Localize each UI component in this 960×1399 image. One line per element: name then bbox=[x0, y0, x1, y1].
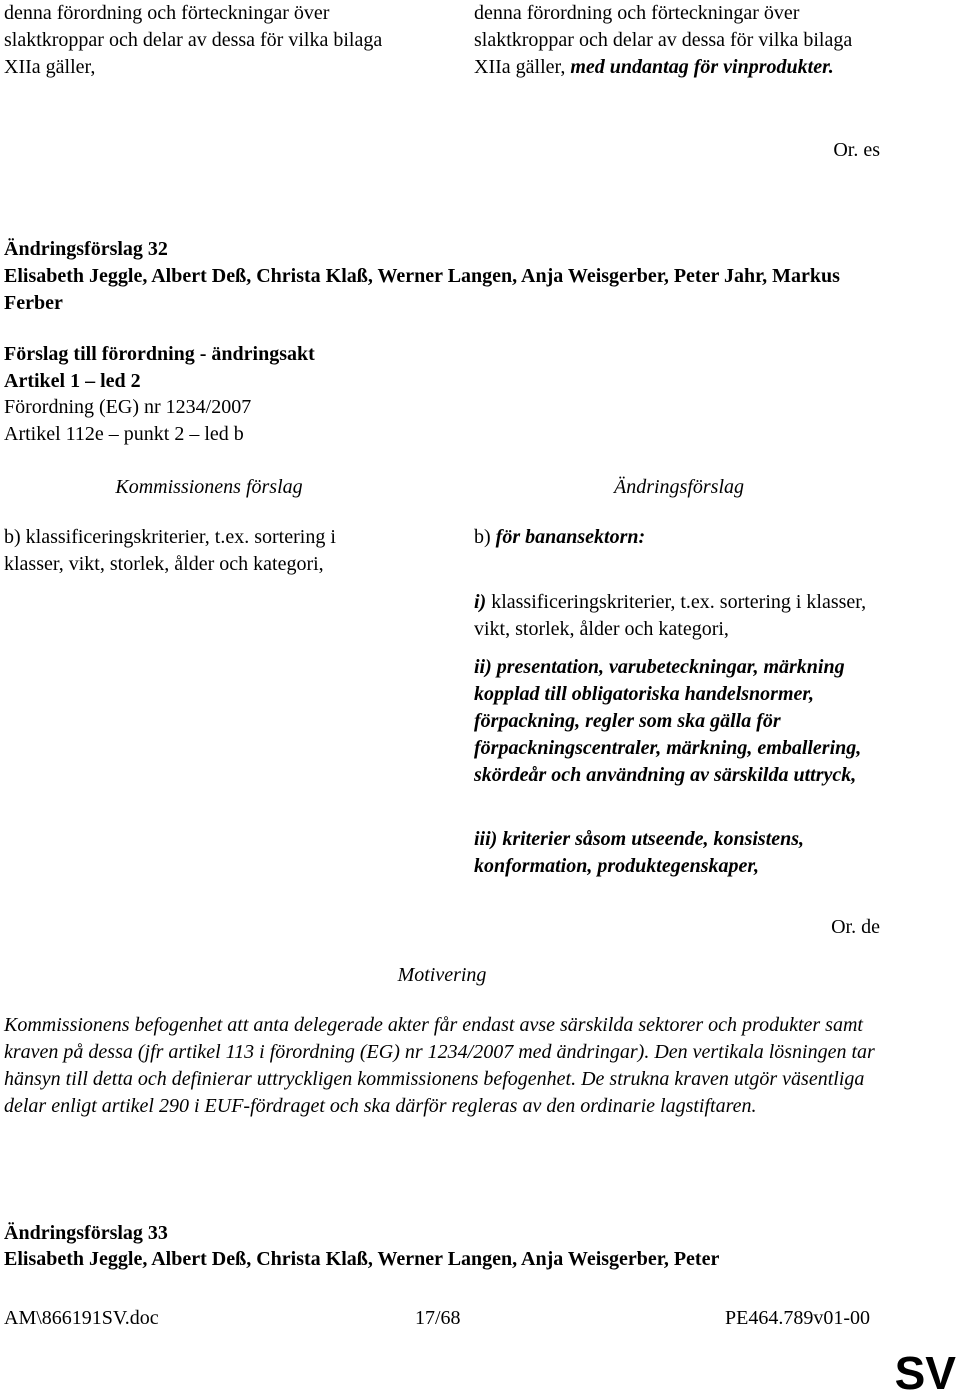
original-language-es: Or. es bbox=[833, 139, 880, 161]
top-right-text bbox=[474, 0, 864, 81]
original-language-de: Or. de bbox=[831, 916, 880, 938]
amendment-32-authors: Elisabeth Jeggle, Albert Deß, Christa Klaß, Werner Langen, Anja Weisgerber, Peter Jahr, Markus Ferber bbox=[4, 265, 840, 314]
amendment-32-title: Ändringsförslag 32 bbox=[4, 238, 168, 260]
column-header-commission: Kommissionens förslag bbox=[115, 476, 303, 498]
proposal-title: Förslag till förordning - ändringsakt bbox=[4, 343, 315, 365]
top-left-text: denna förordning och förteckningar över slaktkroppar och delar av dessa för vilka bilaga XIIa gäller, bbox=[4, 2, 383, 78]
footer-language-code: SV bbox=[894, 1347, 956, 1399]
amendment-item-b bbox=[474, 524, 894, 551]
article-point-reference: Artikel 112e – punkt 2 – led b bbox=[4, 423, 244, 445]
amendment-33-authors: Elisabeth Jeggle, Albert Deß, Christa Klaß, Werner Langen, Anja Weisgerber, Peter bbox=[4, 1248, 720, 1270]
article-reference: Artikel 1 – led 2 bbox=[4, 370, 141, 392]
amendment-item-ii: ii) presentation, varubeteckningar, märkning kopplad till obligatoriska handelsnormer, förpackning, regler som ska gälla för förpackningscentraler, märkning, emballering, skördeår och användning av särskilda uttryck, bbox=[474, 656, 862, 786]
footer-document-name: AM\866191SV.doc bbox=[4, 1307, 159, 1329]
amendment-item-iii: iii) kriterier såsom utseende, konsistens, konformation, produktegenskaper, bbox=[474, 828, 805, 877]
amendment-item-i-prefix: i) bbox=[474, 591, 487, 613]
footer-reference: PE464.789v01-00 bbox=[725, 1307, 870, 1329]
footer-page-number: 17/68 bbox=[415, 1307, 461, 1329]
justification-text: Kommissionens befogenhet att anta delegerade akter får endast avse särskilda sektorer och produkter samt kraven på dessa (jfr artikel 113 i förordning (EG) nr 1234/2007 med ändringar). Den vertikala lösningen tar hänsyn till detta och definierar uttryckligen kommissionens befogenhet. De strukna kraven utgör väsentliga delar enligt artikel 290 i EUF-fördraget och ska därför regleras av den ordinarie lagstiftaren. bbox=[4, 1014, 875, 1117]
commission-item-b: b) klassificeringskriterier, t.ex. sortering i klasser, vikt, storlek, ålder och kategori, bbox=[4, 526, 336, 575]
amendment-item-i bbox=[474, 589, 869, 643]
column-header-amendment: Ändringsförslag bbox=[613, 476, 745, 498]
amendment-item-b-prefix: b) bbox=[474, 526, 491, 548]
regulation-reference: Förordning (EG) nr 1234/2007 bbox=[4, 396, 252, 418]
top-right-plain: denna förordning och förteckningar över slaktkroppar och delar av dessa för vilka bilaga XIIa gäller, bbox=[474, 2, 853, 78]
amendment-item-i-text: klassificeringskriterier, t.ex. sortering i klasser, vikt, storlek, ålder och kategori, bbox=[474, 591, 867, 640]
amendment-item-b-emphasis: för banansektorn: bbox=[495, 526, 646, 548]
amendment-33-title: Ändringsförslag 33 bbox=[4, 1222, 168, 1244]
top-right-emphasis: med undantag för vinprodukter. bbox=[570, 56, 834, 78]
justification-title: Motivering bbox=[397, 964, 487, 986]
